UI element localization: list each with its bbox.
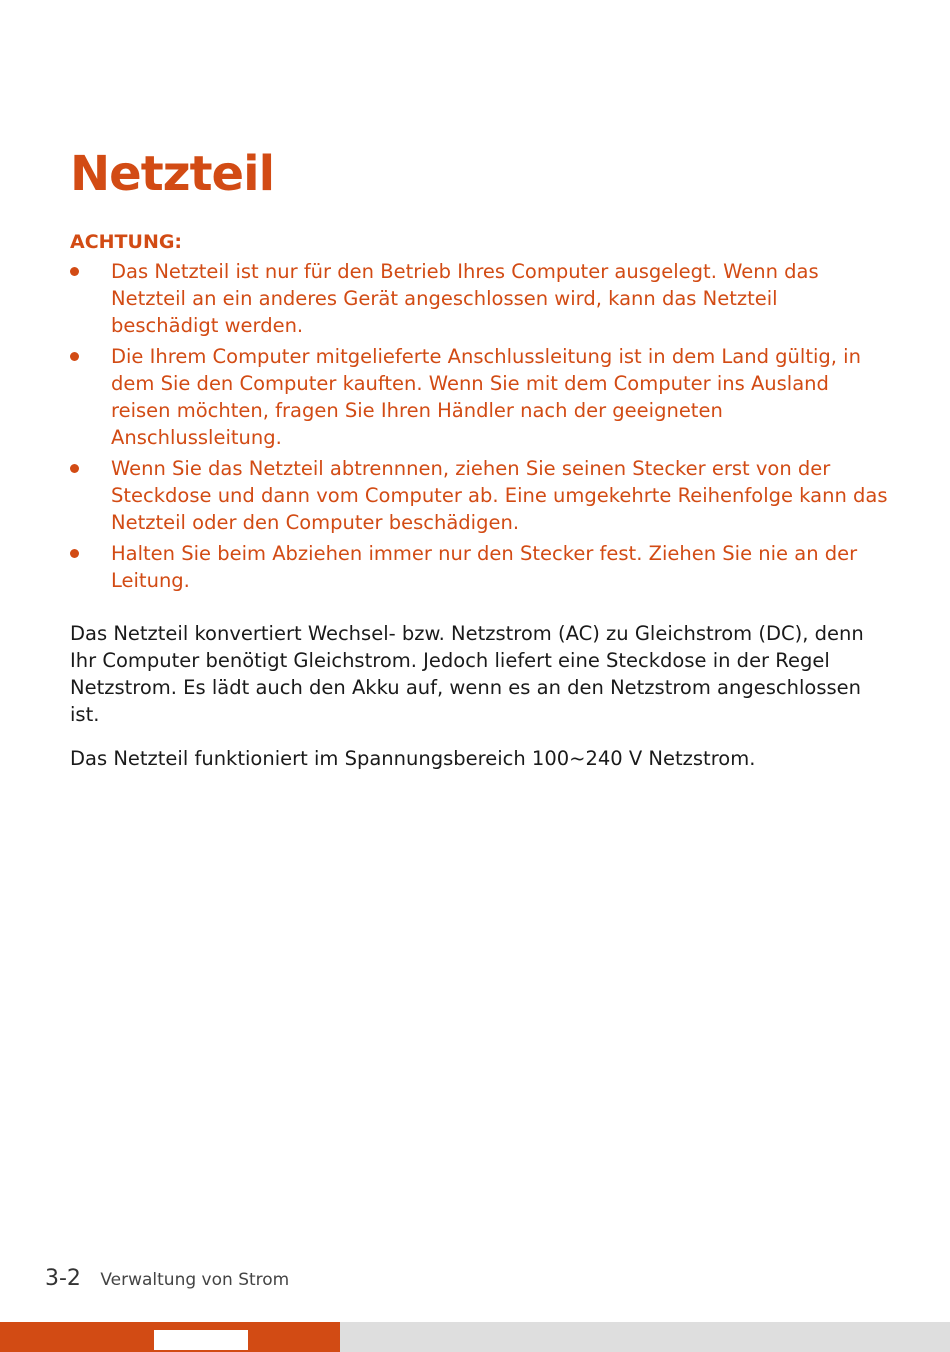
footer-bar-gray [340,1322,950,1352]
warning-item [70,258,890,339]
warning-item [70,540,890,594]
page-number: 3-2 [45,1266,81,1291]
paragraph: Das Netzteil funktioniert im Spannungsbereich 100~240 V Netzstrom. [70,747,756,770]
footer-bar-marker [154,1330,248,1350]
footer-bar [0,1322,950,1352]
page-footer [45,1266,289,1291]
bullet-icon [70,549,79,558]
page-title: Netzteil [70,146,275,202]
warning-item-text: Wenn Sie das Netzteil abtrennnen, ziehen Sie seinen Stecker erst von der Steckdose und dann vom Computer ab. Eine umgekehrte Reihenfolge kann das Netzteil oder den Computer beschädigen. [111,457,888,534]
warning-item [70,343,890,451]
warning-item-text: Die Ihrem Computer mitgelieferte Anschlussleitung ist in dem Land gültig, in dem Sie den Computer kauften. Wenn Sie mit dem Computer ins Ausland reisen möchten, fragen Sie Ihren Händler nach der geeigneten Anschlussleitung. [111,345,861,449]
paragraph: Das Netzteil konvertiert Wechsel- bzw. Netzstrom (AC) zu Gleichstrom (DC), denn Ihr Computer benötigt Gleichstrom. Jedoch liefert eine Steckdose in der Regel Netzstrom. Es lädt auch den Akku auf, wenn es an den Netzstrom angeschlossen ist. [70,622,864,726]
warning-item-text: Halten Sie beim Abziehen immer nur den Stecker fest. Ziehen Sie nie an der Leitung. [111,542,858,592]
bullet-icon [70,464,79,473]
bullet-icon [70,267,79,276]
body-text [70,620,890,789]
warning-item-text: Das Netzteil ist nur für den Betrieb Ihres Computer ausgelegt. Wenn das Netzteil an ein anderes Gerät angeschlossen wird, kann das Netzteil beschädigt werden. [111,260,819,337]
section-title: Verwaltung von Strom [100,1270,290,1290]
warning-list [70,258,890,594]
warning-box [70,229,890,598]
footer-bar-accent [0,1322,340,1352]
warning-item [70,455,890,536]
warning-heading: ACHTUNG: [70,231,183,253]
bullet-icon [70,352,79,361]
